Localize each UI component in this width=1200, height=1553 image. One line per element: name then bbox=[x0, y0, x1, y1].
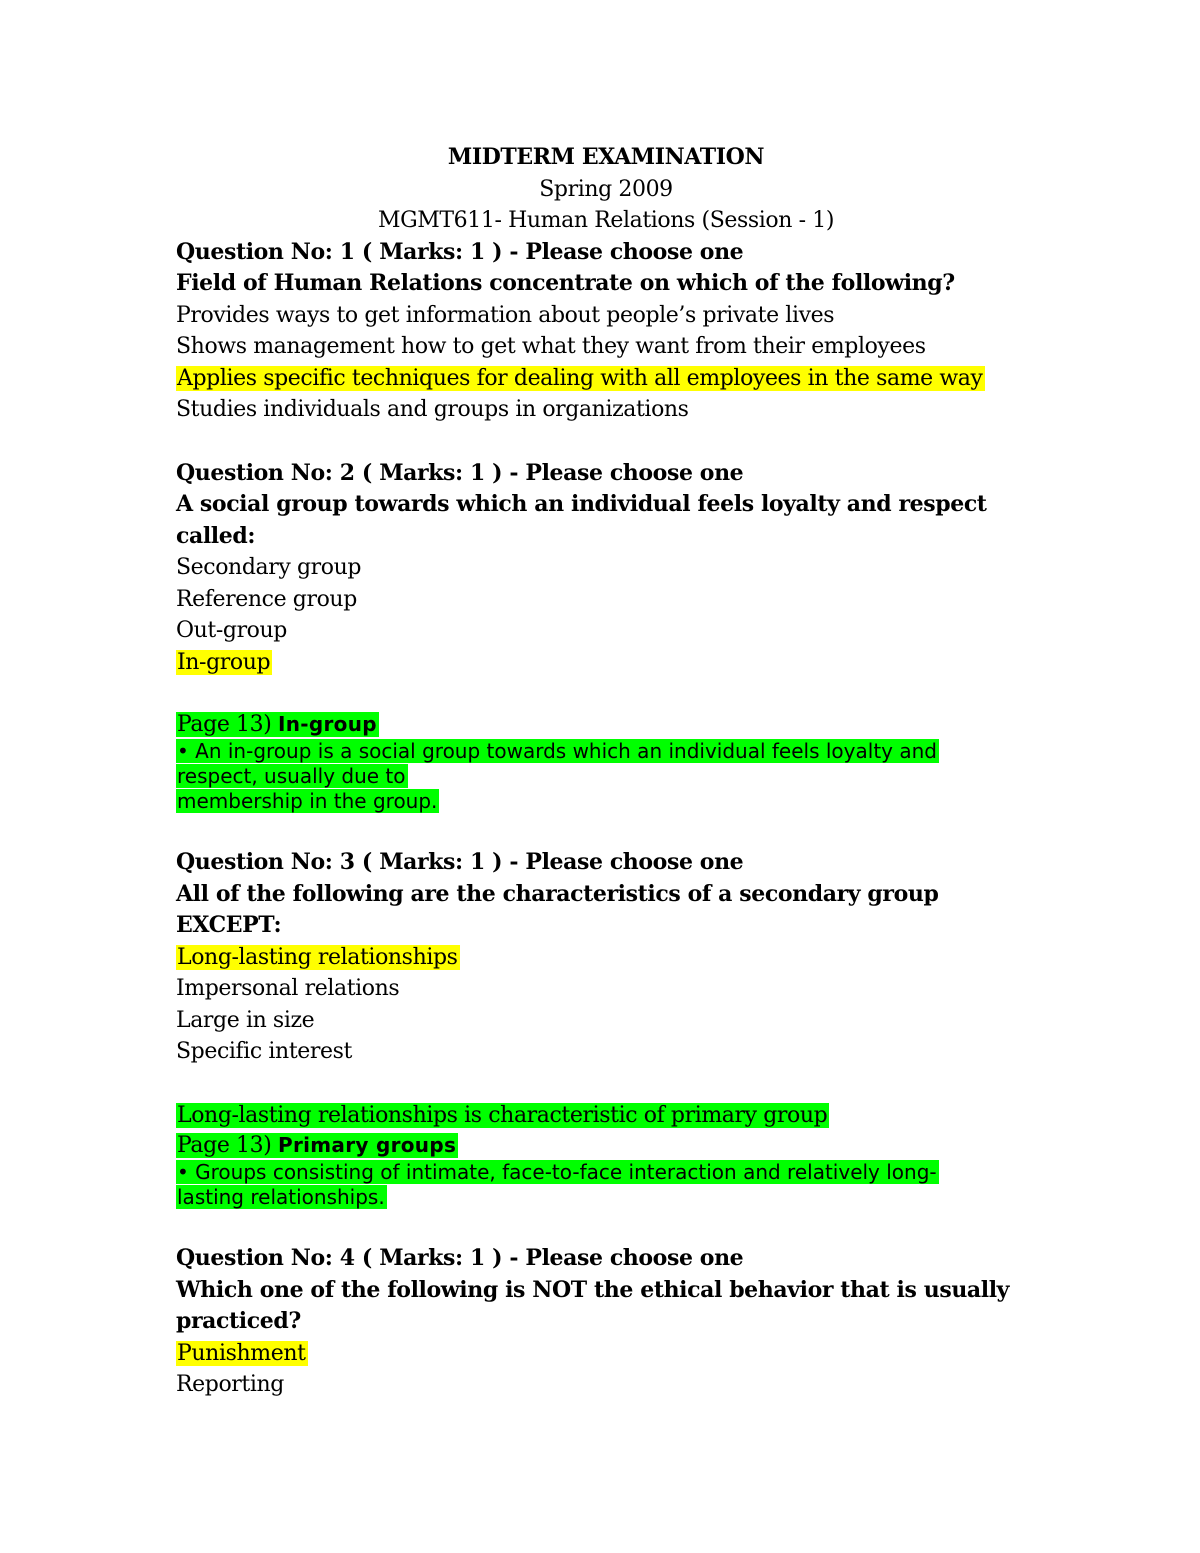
option-text: Specific interest bbox=[176, 1039, 352, 1064]
note-reference-line bbox=[176, 710, 1036, 739]
question-prompt: practiced? bbox=[176, 1308, 301, 1334]
question-2 bbox=[176, 458, 1036, 679]
option-text: Reporting bbox=[176, 1372, 284, 1397]
answer-option bbox=[176, 615, 1036, 647]
question-prompt: EXCEPT: bbox=[176, 912, 282, 938]
answer-option-correct bbox=[176, 1338, 1036, 1370]
answer-option bbox=[176, 1036, 1036, 1068]
note-reference: Page 13) bbox=[177, 712, 272, 737]
note-summary: Long-lasting relationships is characteristic of primary group bbox=[177, 1102, 828, 1128]
spacer bbox=[176, 426, 1036, 458]
question-heading: Question No: 1 ( Marks: 1 ) - Please choose one bbox=[176, 238, 744, 265]
note-body bbox=[176, 739, 1036, 814]
note-line: • An in-group is a social group towards which an individual feels loyalty and bbox=[177, 739, 937, 763]
answer-option bbox=[176, 584, 1036, 616]
exam-term: Spring 2009 bbox=[539, 176, 673, 202]
option-text: In-group bbox=[177, 649, 271, 675]
reference-note-q3 bbox=[176, 1100, 1036, 1211]
note-body bbox=[176, 1160, 1036, 1210]
answer-option bbox=[176, 300, 1036, 332]
question-prompt: called: bbox=[176, 522, 256, 549]
answer-option-correct bbox=[176, 363, 1036, 395]
question-prompt: Which one of the following is NOT the ethical behavior that is usually bbox=[176, 1276, 1010, 1303]
question-1 bbox=[176, 237, 1036, 426]
spacer bbox=[176, 1210, 1036, 1243]
spacer bbox=[176, 814, 1036, 847]
option-text: Shows management how to get what they want from their employees bbox=[176, 334, 926, 359]
option-text: Applies specific techniques for dealing with all employees in the same way bbox=[177, 365, 983, 391]
question-prompt: A social group towards which an individual feels loyalty and respect bbox=[176, 491, 987, 517]
spacer bbox=[176, 678, 1036, 710]
exam-document bbox=[176, 142, 1036, 1401]
note-reference-line bbox=[176, 1131, 1036, 1160]
exam-title: MIDTERM EXAMINATION bbox=[447, 144, 765, 170]
answer-option-correct bbox=[176, 647, 1036, 679]
option-text: Long-lasting relationships bbox=[177, 944, 458, 970]
answer-option bbox=[176, 331, 1036, 363]
question-heading: Question No: 4 ( Marks: 1 ) - Please choose one bbox=[176, 1245, 744, 1271]
option-text: Studies individuals and groups in organizations bbox=[176, 397, 689, 422]
answer-option-correct bbox=[176, 942, 1036, 974]
note-reference-title: In-group bbox=[278, 712, 377, 736]
question-prompt: Field of Human Relations concentrate on which of the following? bbox=[176, 270, 955, 296]
option-text: Impersonal relations bbox=[176, 976, 400, 1001]
option-text: Provides ways to get information about people’s private lives bbox=[176, 302, 835, 328]
option-text: Large in size bbox=[176, 1007, 315, 1033]
answer-option bbox=[176, 1369, 1036, 1401]
question-heading: Question No: 2 ( Marks: 1 ) - Please choose one bbox=[176, 459, 744, 486]
note-line: membership in the group. bbox=[177, 789, 438, 813]
spacer bbox=[176, 1068, 1036, 1100]
option-text: Out-group bbox=[176, 618, 287, 643]
answer-option bbox=[176, 394, 1036, 426]
course-title: MGMT611- Human Relations (Session - 1) bbox=[377, 208, 835, 233]
exam-header bbox=[176, 142, 1036, 237]
note-reference-title: Primary groups bbox=[278, 1133, 457, 1157]
note-line: respect, usually due to bbox=[177, 764, 406, 788]
note-line: lasting relationships. bbox=[177, 1185, 385, 1209]
option-text: Punishment bbox=[177, 1340, 306, 1366]
option-text: Reference group bbox=[176, 586, 357, 612]
reference-note-q2 bbox=[176, 710, 1036, 814]
question-prompt: All of the following are the characteristics of a secondary group bbox=[176, 880, 939, 907]
answer-option bbox=[176, 552, 1036, 584]
answer-option bbox=[176, 1005, 1036, 1037]
option-text: Secondary group bbox=[176, 555, 362, 580]
answer-option bbox=[176, 973, 1036, 1005]
note-line: • Groups consisting of intimate, face-to-face interaction and relatively long- bbox=[177, 1160, 937, 1184]
question-4 bbox=[176, 1243, 1036, 1401]
note-reference: Page 13) bbox=[177, 1133, 272, 1158]
question-heading: Question No: 3 ( Marks: 1 ) - Please choose one bbox=[176, 849, 744, 875]
question-3 bbox=[176, 847, 1036, 1068]
